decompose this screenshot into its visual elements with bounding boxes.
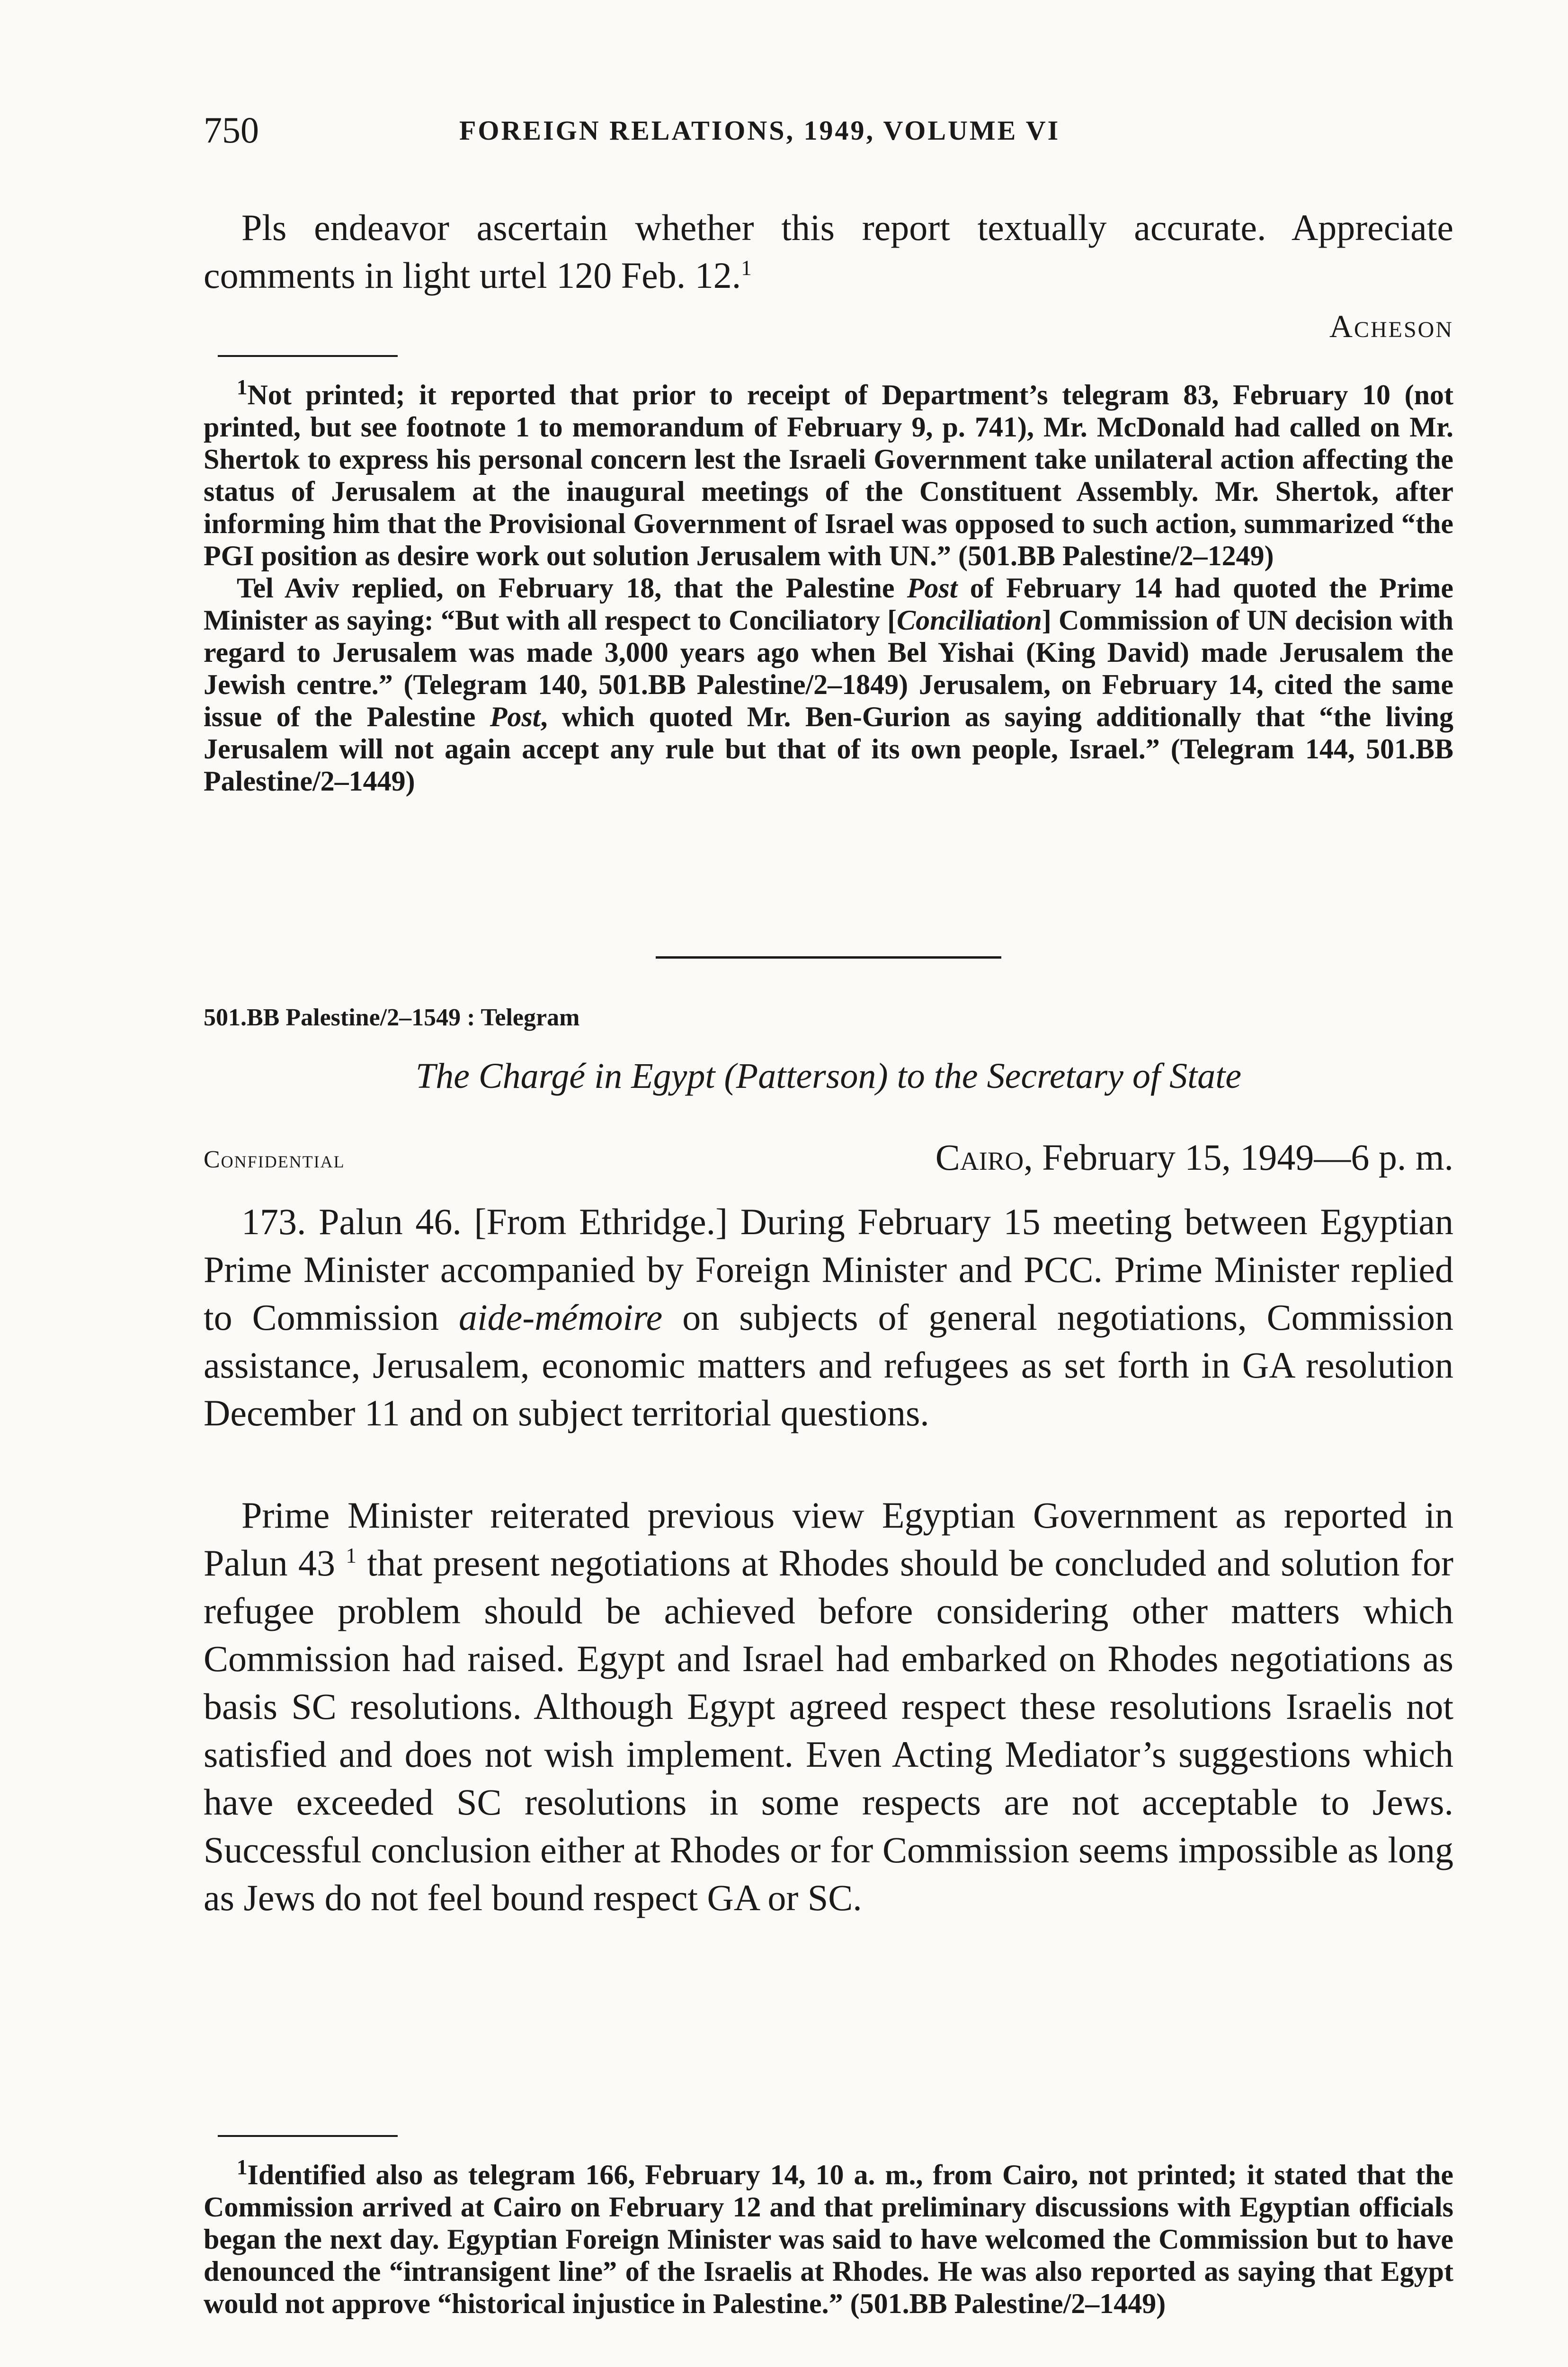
section-divider [656,956,1001,959]
paragraph-2: Prime Minister reiterated previous view Egyptian Government as reported in Palun 43 $^1$ that present negotiations at Rhodes should be concluded and solution for refugee problem should be achieved before considering other matters which Commission had raised. Egypt and Israel had embarked on Rhodes negotiations as basis SC resolutions. Although Egypt agreed respect these resolutions Israelis not satisfied and does not wish implement. Even Acting Mediator’s suggestions which have exceeded SC resolutions in some respects are not acceptable to Jews. Successful conclusion either at Rhodes or for Commission seems impossible as long as Jews do not feel bound respect GA or SC. [204,1495,1454,1918]
place-date: Cairo, February 15, 1949—6 p. m. [935,1137,1453,1178]
footnote-prev [204,375,1453,797]
running-title: FOREIGN RELATIONS, 1949, VOLUME VI [459,115,1060,146]
footnote-divider [218,355,398,357]
classification: Confidential [204,1146,345,1173]
page-number: 750 [204,109,259,151]
prev-doc-text: Pls endeavor ascertain whether this report textually accurate. Appreciate comments in light urtel 120 Feb. 12.$^1$ [204,207,1453,296]
footnote-ref: 1 [346,1544,356,1567]
footnote-prev-para1: $^1$Not printed; it reported that prior to receipt of Department’s telegram 83, February 10 (not printed, but see footnote 1 to memorandum of February 9, p. 741), Mr. McDonald had called on Mr. Shertok to express his personal concern lest the Israeli Government take unilateral action affecting the status of Jerusalem at the inaugural meetings of the Constituent Assembly. Mr. Shertok, after informing him that the Provisional Government of Israel was opposed to such action, summarized “the PGI position as desire work out solution Jerusalem with UN.” (501.BB Palestine/2–1249) [204,375,1453,571]
signature: Acheson [1329,308,1453,344]
paragraph-1: 173. Palun 46. [From Ethridge.] During February 15 meeting between Egyptian Prime Minister accompanied by Foreign Minister and PCC. Prime Minister replied to Commission aide-mémoire on subjects of general negotiations, Commission assistance, Jerusalem, economic matters and refugees as set forth in GA resolution December 11 and on subject territorial questions. [204,1201,1453,1433]
file-number: 501.BB Palestine/2–1549 : Telegram [204,1004,580,1031]
page-header [204,109,1453,161]
document-title: The Chargé in Egypt (Patterson) to the Secretary of State [415,1056,1242,1096]
footnote-ref: 1 [741,256,752,280]
footnote-prev-para2: Tel Aviv replied, on February 18, that the Palestine Post of February 14 had quoted the Prime Minister as saying: “But with all respect to Conciliatory [Conciliation] Commission of UN decision with regard to Jerusalem was made 3,000 years ago when Bel Yishai (King David) made Jerusalem the Jewish centre.” (Telegram 140, 501.BB Palestine/2–1849) Jerusalem, on February 14, cited the same issue of the Palestine Post, which quoted Mr. Ben-Gurion as saying additionally that “the living Jerusalem will not again accept any rule but that of its own people, Israel.” (Telegram 144, 501.BB Palestine/2–1449) [204,572,1453,797]
footnote-doc: $^1$Identified also as telegram 166, February 14, 10 a. m., from Cairo, not printed; it stated that the Commission arrived at Cairo on February 12 and that preliminary discussions with Egyptian officials began the next day. Egyptian Foreign Minister was said to have welcomed the Commission but to have denounced the “intransigent line” of the Israelis at Rhodes. He was also reported as saying that Egypt would not approve “historical injustice in Palestine.” (501.BB Palestine/2–1449) [204,2155,1453,2319]
footnote-divider-2 [218,2135,398,2137]
